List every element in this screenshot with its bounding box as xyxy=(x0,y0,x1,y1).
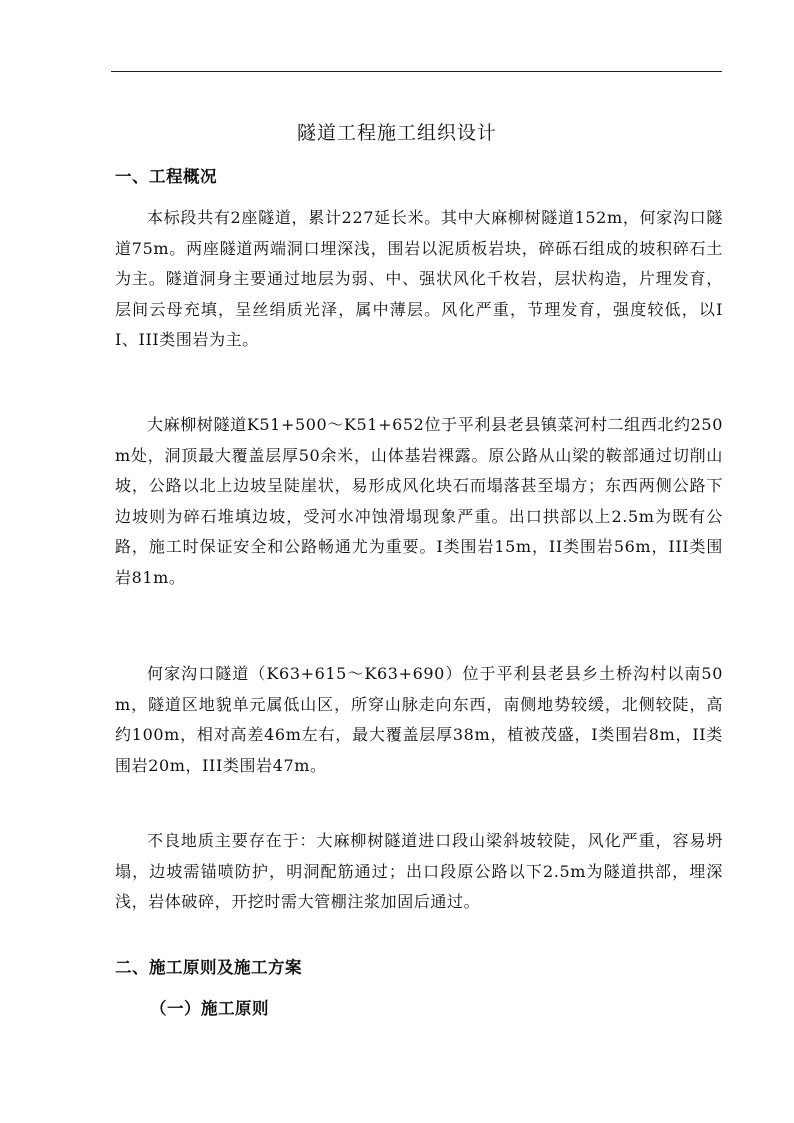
document-title: 隧道工程施工组织设计 xyxy=(296,122,497,144)
paragraph-overview-1: 本标段共有2座隧道，累计227延长米。其中大麻柳树隧道152m，何家沟口隧道75m。两座隧道两端洞口埋深浅，围岩以泥质板岩块，碎砾石组成的坡积碎石土为主。隧道洞身主要通过地层为弱、中、强状风化千枚岩，层状构造，片理发育，层间云母充填，呈丝绢质光泽，属中薄层。风化严重，节理发育，强度较低，以II、III类围岩为主。 xyxy=(115,208,723,350)
paragraph-overview-4: 不良地质主要存在于：大麻柳树隧道进口段山梁斜坡较陡，风化严重，容易坍塌，边坡需锚喷防护，明洞配筋通过；出口段原公路以下2.5m为隧道拱部，埋深浅，岩体破碎，开挖时需大管棚注浆加固后通过。 xyxy=(115,831,723,912)
header-rule xyxy=(111,71,722,72)
section-heading-overview: 一、工程概况 xyxy=(115,167,217,186)
section-heading-construction: 二、施工原则及施工方案 xyxy=(115,958,302,977)
paragraph-overview-3: 何家沟口隧道（K63+615～K63+690）位于平利县老县乡土桥沟村以南50m，隧道区地貌单元属低山区，所穿山脉走向东西，南侧地势较缓，北侧较陡，高约100m，相对高差46m左右，最大覆盖层厚38m，植被茂盛，I类围岩8m，II类围岩20m，III类围岩47m。 xyxy=(115,664,723,775)
subsection-heading-principles: （一）施工原则 xyxy=(150,999,269,1018)
paragraph-overview-2: 大麻柳树隧道K51+500～K51+652位于平利县老县镇菜河村二组西北约250m处，洞顶最大覆盖层厚50余米，山体基岩裸露。原公路从山梁的鞍部通过切削山坡，公路以北上边坡呈陡崖状，易形成风化块石而塌落甚至塌方；东西两侧公路下边坡则为碎石堆填边坡，受河水冲蚀滑塌现象严重。出口拱部以上2.5m为既有公路，施工时保证安全和公路畅通尤为重要。I类围岩15m，II类围岩56m，III类围岩81m。 xyxy=(115,415,723,587)
